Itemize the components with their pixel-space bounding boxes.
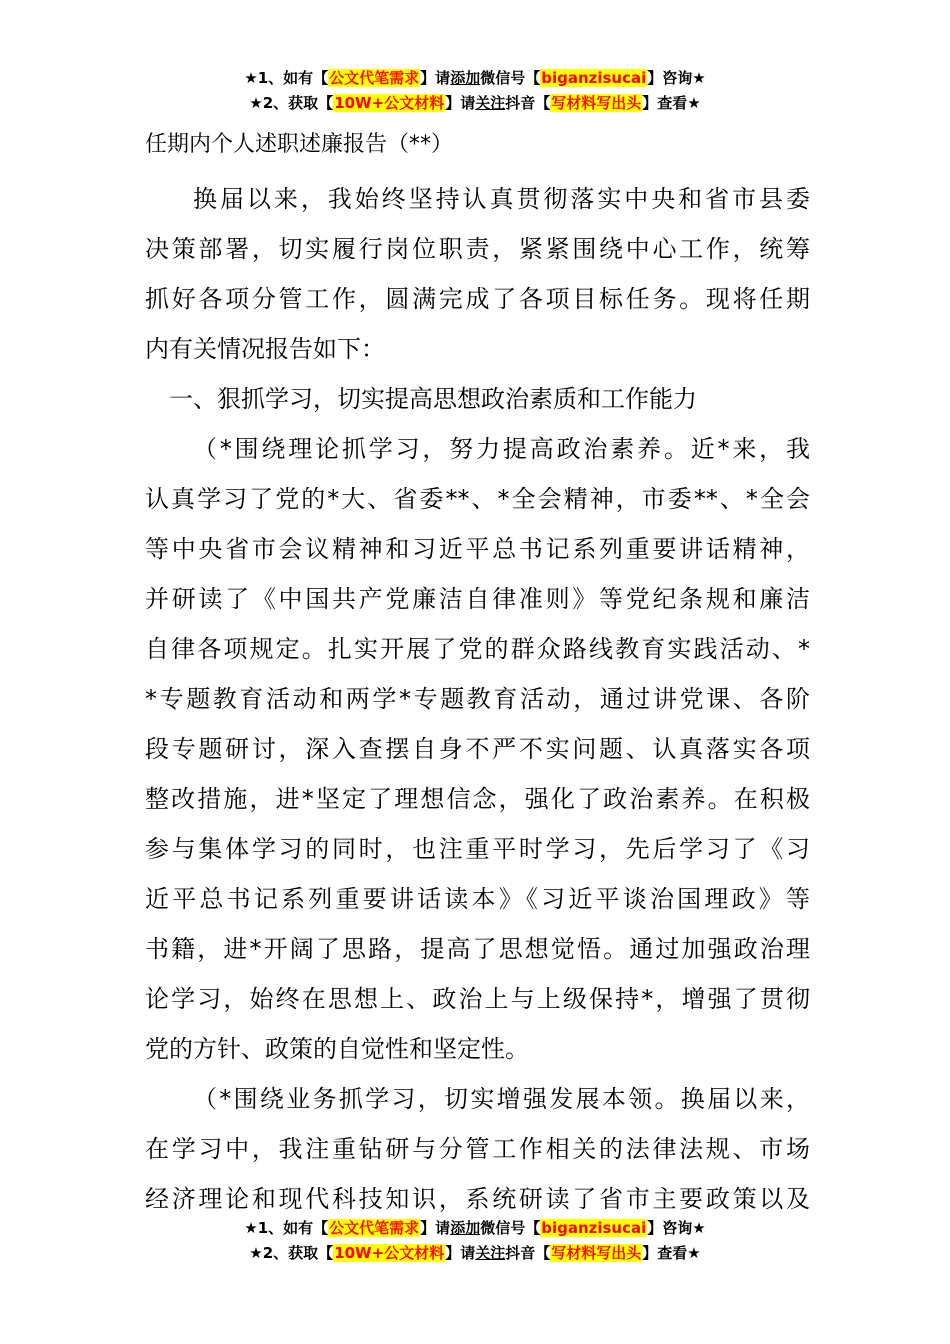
text-line: 书籍，进*开阔了思路，提高了思想觉悟。通过加强政治理 xyxy=(145,935,810,963)
text-line: 换届以来，我始终坚持认真贯彻落实中央和省市县委 xyxy=(193,185,810,213)
text-line: *专题教育活动和两学*专题教育活动，通过讲党课、各阶 xyxy=(145,685,810,713)
document-title: 任期内个人述职述廉报告（**） xyxy=(145,132,454,157)
text-line: 在学习中，我注重钻研与分管工作相关的法律法规、市场 xyxy=(145,1135,810,1163)
banner-text: 】咨询★ xyxy=(647,69,706,87)
text-line: 内有关情况报告如下： xyxy=(145,335,385,363)
text-line: （*围绕业务抓学习，切实增强发展本领。换届以来， xyxy=(193,1085,810,1113)
text-line: 自律各项规定。扎实开展了党的群众路线教育实践活动、* xyxy=(145,635,810,663)
text-line: 并研读了《中国共产党廉洁自律准则》等党纪条规和廉洁 xyxy=(145,585,810,613)
wechat-id: biganzisucai xyxy=(541,69,647,87)
text-line: 整改措施，进*坚定了理想信念，强化了政治素养。在积极 xyxy=(145,785,810,813)
text-line: 党的方针、政策的自觉性和坚定性。 xyxy=(145,1035,529,1063)
banner-text: 】查看★ xyxy=(642,1244,701,1262)
banner-text: 】请 xyxy=(445,94,476,112)
banner-text: 微信号【 xyxy=(480,69,541,87)
text-line: （*围绕理论抓学习，努力提高政治素养。近*来，我 xyxy=(193,435,810,463)
banner-text: 】请 xyxy=(445,1244,476,1262)
banner-highlight: 公文代笔需求 xyxy=(329,69,420,87)
banner-line-2 xyxy=(0,1241,950,1266)
banner-underline: 关注 xyxy=(475,1244,506,1262)
banner-underline: 添加 xyxy=(450,1219,481,1237)
banner-text: ★2、获取【 xyxy=(249,1244,334,1262)
banner-line-2 xyxy=(0,91,950,116)
banner-underline: 添加 xyxy=(450,69,481,87)
banner-text: ★1、如有【 xyxy=(244,69,329,87)
banner-text: ★1、如有【 xyxy=(244,1219,329,1237)
banner-text: 】请 xyxy=(420,69,451,87)
banner-highlight: 10W+公文材料 xyxy=(334,1244,445,1262)
banner-text: 】咨询★ xyxy=(647,1219,706,1237)
text-line: 认真学习了党的*大、省委**、*全会精神，市委**、*全会 xyxy=(145,485,810,513)
banner-text: 微信号【 xyxy=(480,1219,541,1237)
banner-line-1 xyxy=(0,66,950,91)
banner-line-1 xyxy=(0,1216,950,1241)
banner-highlight: 公文代笔需求 xyxy=(329,1219,420,1237)
text-line: 决策部署，切实履行岗位职责，紧紧围绕中心工作，统筹 xyxy=(145,235,810,263)
banner-highlight: 10W+公文材料 xyxy=(334,94,445,112)
banner-text: 】查看★ xyxy=(642,94,701,112)
text-line: 等中央省市会议精神和习近平总书记系列重要讲话精神， xyxy=(145,535,810,563)
banner-text: 抖音【 xyxy=(505,94,551,112)
text-line: 抓好各项分管工作，圆满完成了各项目标任务。现将任期 xyxy=(145,285,810,313)
text-line: 段专题研讨，深入查摆自身不严不实问题、认真落实各项 xyxy=(145,735,810,763)
douyin-account: 写材料写出头 xyxy=(551,1244,642,1262)
text-line: 论学习，始终在思想上、政治上与上级保持*，增强了贯彻 xyxy=(145,985,810,1013)
document-body xyxy=(145,124,810,1224)
banner-text: 】请 xyxy=(420,1219,451,1237)
text-line: 经济理论和现代科技知识，系统研读了省市主要政策以及 xyxy=(145,1185,810,1213)
douyin-account: 写材料写出头 xyxy=(551,94,642,112)
banner-underline: 关注 xyxy=(475,94,506,112)
banner-text: 抖音【 xyxy=(505,1244,551,1262)
document-content xyxy=(145,174,810,1224)
wechat-id: biganzisucai xyxy=(541,1219,647,1237)
text-line: 近平总书记系列重要讲话读本》《习近平谈治国理政》等 xyxy=(145,885,810,913)
section-heading: 一、狠抓学习，切实提高思想政治素质和工作能力 xyxy=(169,385,697,413)
header-banner xyxy=(0,66,950,116)
text-line: 参与集体学习的同时，也注重平时学习，先后学习了《习 xyxy=(145,835,810,863)
footer-banner xyxy=(0,1216,950,1266)
banner-text: ★2、获取【 xyxy=(249,94,334,112)
